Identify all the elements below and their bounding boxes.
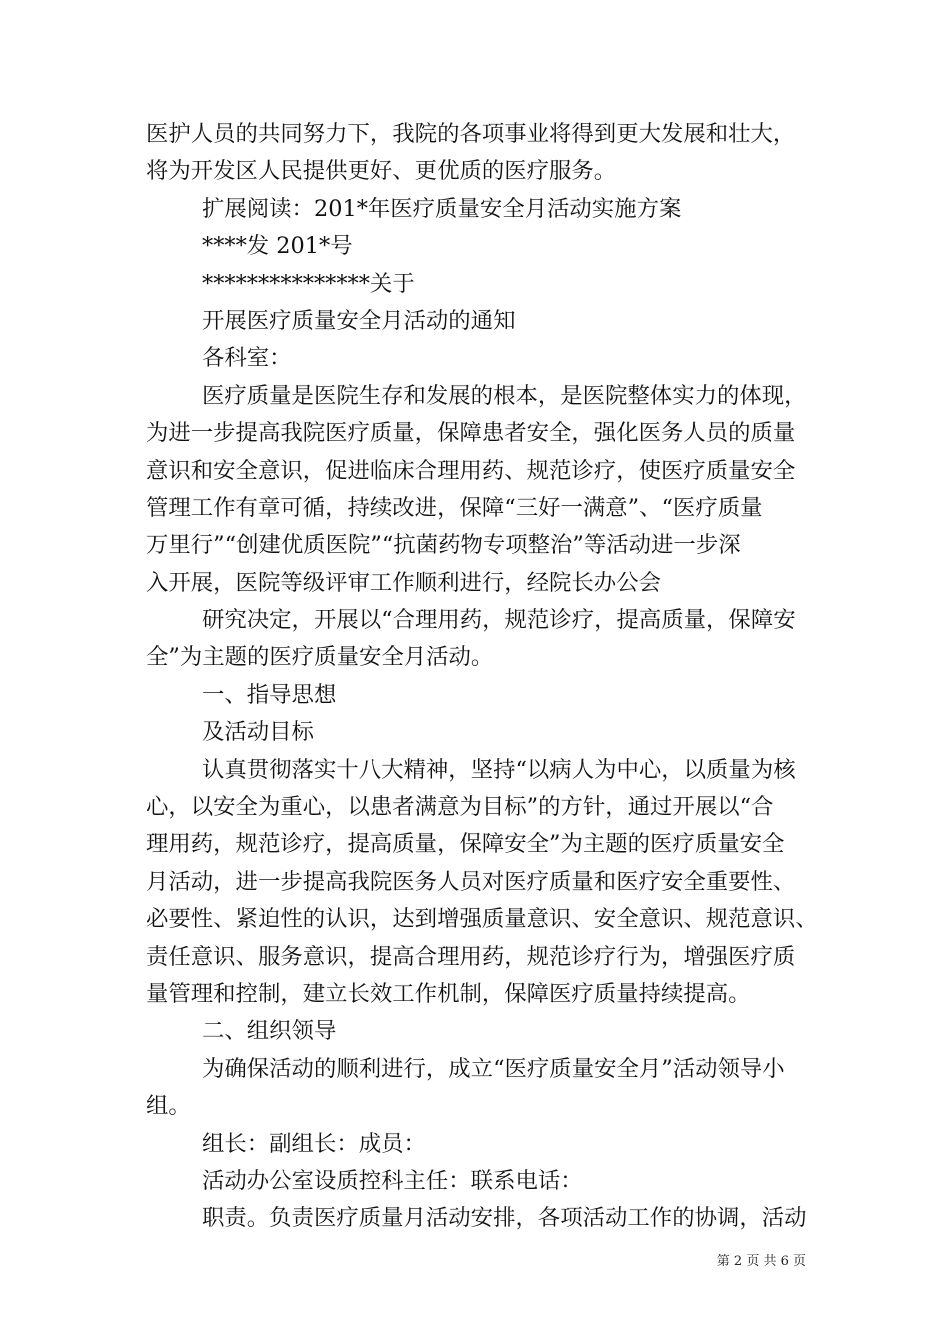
text-line: 二、组织领导 <box>202 1018 337 1045</box>
text-line: ***************关于 <box>202 270 415 297</box>
text-line: 入开展，医院等级评审工作顺利进行，经院长办公会 <box>146 569 661 596</box>
text-line: 心，以安全为重心，以患者满意为目标”的方针，通过开展以“合 <box>146 794 774 821</box>
text-line: 理用药，规范诊疗，提高质量，保障安全”为主题的医疗质量安全 <box>146 831 785 858</box>
text-line: ****发 201*号 <box>202 233 353 260</box>
text-line: 将为开发区人民提供更好、更优质的医疗服务。 <box>146 158 617 185</box>
text-line: 医护人员的共同努力下，我院的各项事业将得到更大发展和壮大， <box>146 121 796 147</box>
text-line: 意识和安全意识，促进临床合理用药、规范诊疗，使医疗质量安全 <box>146 457 796 484</box>
text-line: 组。 <box>146 1093 191 1120</box>
text-line: 为进一步提高我院医疗质量，保障患者安全，强化医务人员的质量 <box>146 420 796 447</box>
page-number-footer: 第 2 页 共 6 页 <box>716 1254 806 1269</box>
text-line: 各科室： <box>202 345 292 372</box>
text-line: 开展医疗质量安全月活动的通知 <box>202 307 516 334</box>
text-line: 责任意识、服务意识，提高合理用药，规范诊疗行为，增强医疗质 <box>146 943 796 970</box>
text-line: 扩展阅读：201*年医疗质量安全月活动实施方案 <box>202 195 682 222</box>
text-line: 及活动目标 <box>202 719 314 746</box>
text-line: 量管理和控制，建立长效工作机制，保障医疗质量持续提高。 <box>146 980 751 1007</box>
text-line: 万里行”“创建优质医院”“抗菌药物专项整治”等活动进一步深 <box>146 532 741 559</box>
text-line: 全”为主题的医疗质量安全月活动。 <box>146 644 494 671</box>
text-line: 组长：副组长：成员： <box>202 1130 426 1157</box>
text-line: 职责。负责医疗质量月活动安排，各项活动工作的协调，活动 <box>202 1205 807 1232</box>
text-line: 为确保活动的顺利进行，成立“医疗质量安全月”活动领导小 <box>202 1055 785 1082</box>
text-line: 研究决定，开展以“合理用药，规范诊疗，提高质量，保障安 <box>202 607 796 634</box>
document-body <box>146 116 826 1238</box>
text-line: 认真贯彻落实十八大精神，坚持“以病人为中心，以质量为核 <box>202 756 796 783</box>
text-line: 医疗质量是医院生存和发展的根本，是医院整体实力的体现， <box>202 382 807 409</box>
text-line: 活动办公室设质控科主任：联系电话： <box>202 1167 583 1194</box>
text-line: 管理工作有章可循，持续改进，保障“三好一满意”、“医疗质量 <box>146 494 763 521</box>
text-line: 一、指导思想 <box>202 681 337 708</box>
text-line: 必要性、紧迫性的认识，达到增强质量意识、安全意识、规范意识、 <box>146 906 818 933</box>
text-line: 月活动，进一步提高我院医务人员对医疗质量和医疗安全重要性、 <box>146 868 796 895</box>
